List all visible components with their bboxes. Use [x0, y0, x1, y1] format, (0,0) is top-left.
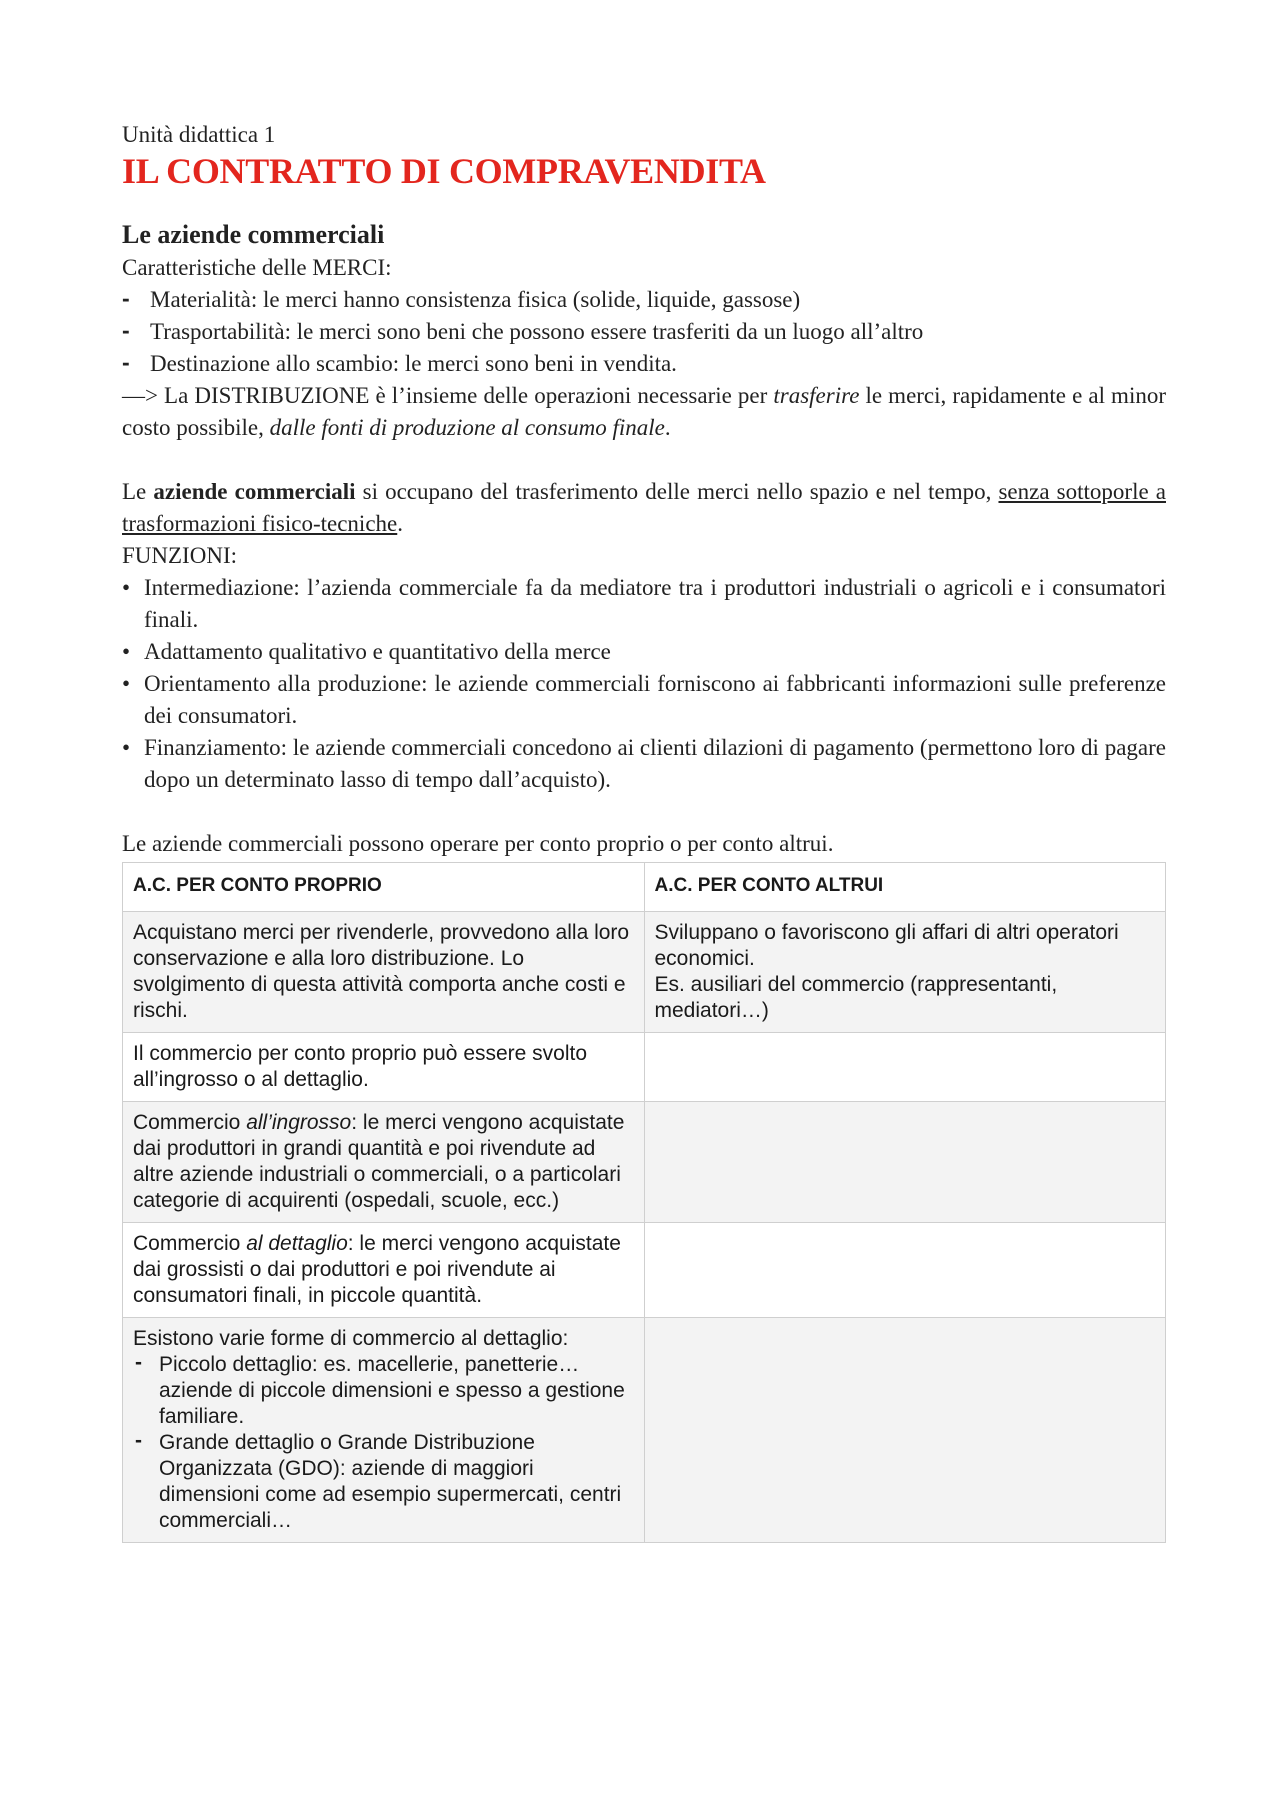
- funzioni-title: FUNZIONI:: [122, 543, 237, 568]
- table-row: [123, 1223, 1166, 1318]
- header-conto-proprio: A.C. PER CONTO PROPRIO: [123, 863, 645, 912]
- list-item: - Materialità: le merci hanno consistenza fisica (solide, liquide, gassose): [122, 284, 1166, 316]
- cell-list: [133, 1352, 634, 1534]
- distribuzione-paragraph: [122, 380, 1166, 444]
- table-row: [123, 912, 1166, 1033]
- text-span: le merci, rapidamente e al minor costo possibile,: [122, 383, 1166, 440]
- text-span: Le: [122, 479, 154, 504]
- italic-text: al dettaglio: [246, 1232, 348, 1255]
- funzioni-list: [122, 572, 1166, 796]
- text-span: : le merci vengono acquistate dai produttori in grandi quantità e poi rivendute ad altre aziende industriali o commerciali, o a particolari categorie di acquirenti (ospedali, scuole, ecc.): [133, 1111, 625, 1212]
- table-header-row: [123, 863, 1166, 912]
- table-row: [123, 1033, 1166, 1102]
- table-cell: [644, 912, 1166, 1033]
- table-cell: [123, 1223, 645, 1318]
- table-cell-empty: [644, 1033, 1166, 1102]
- table-cell-empty: [644, 1102, 1166, 1223]
- table-cell-empty: [644, 1223, 1166, 1318]
- comparison-table: [122, 862, 1166, 1543]
- cell-line: Esistono varie forme di commercio al dettaglio:: [133, 1327, 569, 1350]
- page-title: IL CONTRATTO DI COMPRAVENDITA: [122, 151, 766, 191]
- cell-line: Sviluppano o favoriscono gli affari di altri operatori economici.: [654, 921, 1119, 970]
- document-page: [122, 120, 1166, 1543]
- table-row: [123, 1102, 1166, 1223]
- list-item: - Grande dettaglio o Grande Distribuzione Organizzata (GDO): aziende di maggiori dimensioni come ad esempio supermercati, centri commerciali…: [133, 1430, 634, 1534]
- table-cell: [123, 1102, 645, 1223]
- list-item: • Adattamento qualitativo e quantitativo della merce: [122, 636, 1166, 668]
- text-span: : le merci vengono acquistate dai grossisti o dai produttori e poi rivendute ai consumatori finali, in piccole quantità.: [133, 1232, 621, 1307]
- list-item: - Destinazione allo scambio: le merci sono beni in vendita.: [122, 348, 1166, 380]
- table-intro: Le aziende commerciali possono operare per conto proprio o per conto altrui.: [122, 831, 834, 856]
- text-span: si occupano del trasferimento delle merci nello spazio e nel tempo,: [355, 479, 999, 504]
- table-cell-empty: [644, 1318, 1166, 1543]
- list-item: • Intermediazione: l’azienda commerciale fa da mediatore tra i produttori industriali o agricoli e i consumatori finali.: [122, 572, 1166, 636]
- merci-intro: Caratteristiche delle MERCI:: [122, 255, 392, 280]
- text-span: —> La DISTRIBUZIONE è l’insieme delle operazioni necessarie per: [122, 383, 774, 408]
- table-row: [123, 1318, 1166, 1543]
- aziende-paragraph: [122, 476, 1166, 540]
- italic-text: trasferire: [773, 383, 860, 408]
- text-span: Commercio: [133, 1111, 247, 1134]
- text-span: .: [397, 511, 403, 536]
- table-cell: Il commercio per conto proprio può essere svolto all’ingrosso o al dettaglio.: [123, 1033, 645, 1102]
- text-span: Commercio: [133, 1232, 247, 1255]
- table-cell: Acquistano merci per rivenderle, provvedono alla loro conservazione e alla loro distribuzione. Lo svolgimento di questa attività comporta anche costi e rischi.: [123, 912, 645, 1033]
- section-title: Le aziende commerciali: [122, 220, 385, 249]
- list-item: - Piccolo dettaglio: es. macellerie, panetterie… aziende di piccole dimensioni e spesso a gestione familiare.: [133, 1352, 634, 1430]
- table-cell: [123, 1318, 645, 1543]
- unit-label: Unità didattica 1: [122, 122, 276, 147]
- text-span: .: [664, 415, 671, 440]
- italic-text: dalle fonti di produzione al consumo finale: [269, 415, 665, 440]
- cell-line: Es. ausiliari del commercio (rappresentanti, mediatori…): [654, 973, 1058, 1022]
- merci-list: [122, 284, 1166, 380]
- header-conto-altrui: A.C. PER CONTO ALTRUI: [644, 863, 1166, 912]
- list-item: • Orientamento alla produzione: le aziende commerciali forniscono ai fabbricanti informazioni sulle preferenze dei consumatori.: [122, 668, 1166, 732]
- italic-text: all’ingrosso: [246, 1111, 352, 1134]
- list-item: - Trasportabilità: le merci sono beni che possono essere trasferiti da un luogo all’altro: [122, 316, 1166, 348]
- underlined-text: senza sottoporle a trasformazioni fisico-tecniche: [122, 479, 1166, 536]
- list-item: • Finanziamento: le aziende commerciali concedono ai clienti dilazioni di pagamento (permettono loro di pagare dopo un determinato lasso di tempo dall’acquisto).: [122, 732, 1166, 796]
- bold-text: aziende commerciali: [153, 479, 356, 504]
